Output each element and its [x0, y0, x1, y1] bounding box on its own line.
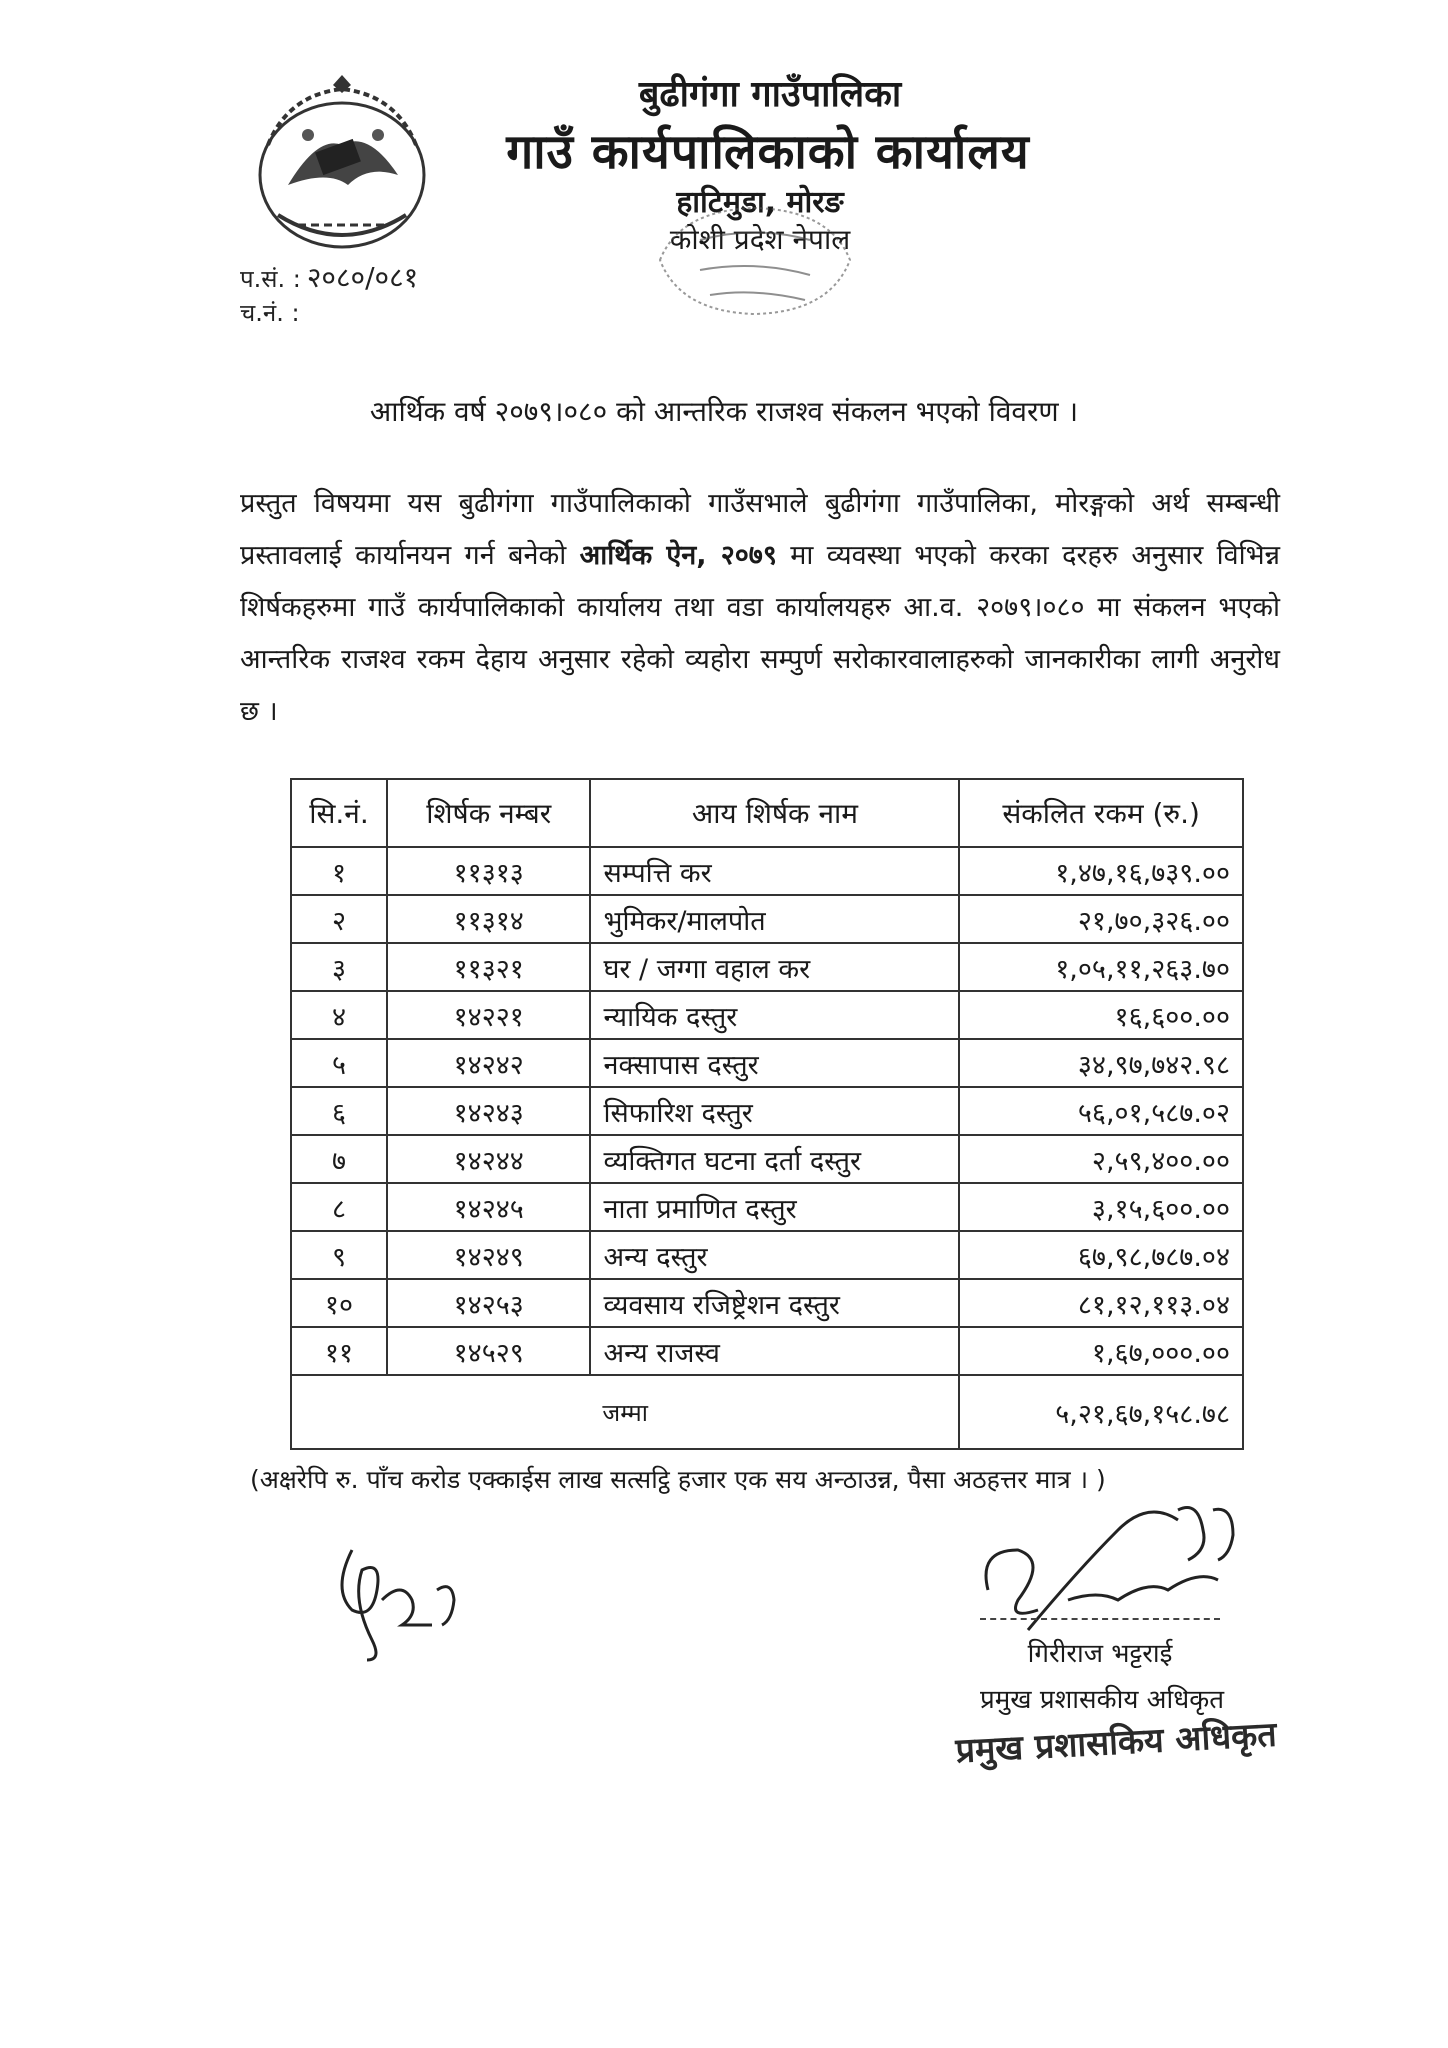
cell-name: नाता प्रमाणित दस्तुर	[590, 1183, 959, 1231]
cell-code: १४२२१	[387, 991, 591, 1039]
cell-code: १४२५३	[387, 1279, 591, 1327]
cell-sn: १०	[291, 1279, 387, 1327]
total-amount: ५,२१,६७,१५८.७८	[959, 1375, 1243, 1449]
cell-code: १४२४३	[387, 1087, 591, 1135]
cell-sn: ७	[291, 1135, 387, 1183]
cell-code: १४२४९	[387, 1231, 591, 1279]
cell-code: १४५२९	[387, 1327, 591, 1375]
cell-amount: ६७,९८,७८७.०४	[959, 1231, 1243, 1279]
cell-name: नक्सापास दस्तुर	[590, 1039, 959, 1087]
subject-line: आर्थिक वर्ष २०७९।०८० को आन्तरिक राजश्व संकलन भएको विवरण ।	[369, 395, 1079, 428]
office-stamp-icon	[640, 200, 870, 320]
cell-name: घर / जग्गा वहाल कर	[590, 943, 959, 991]
cell-name: भुमिकर/मालपोत	[590, 895, 959, 943]
cell-name: अन्य राजस्व	[590, 1327, 959, 1375]
table-row	[291, 1087, 1243, 1135]
cell-code: ११३२१	[387, 943, 591, 991]
body-text-part2: मा व्यवस्था भएको करका दरहरु अनुसार विभिन्न शिर्षकहरुमा गाउँ कार्यपालिकाको कार्यालय तथा वडा कार्यालयहरु आ.व. २०७९।०८० मा संकलन भएको आन्तरिक राजश्व रकम देहाय अनुसार रहेको व्यहोरा सम्पुर्ण सरोकारवालाहरुको जानकारीका लागी अनुरोध छ ।	[240, 540, 1280, 727]
reference-label: प.सं. :	[240, 265, 301, 293]
office-name: गाउँ कार्यपालिकाको कार्यालय	[506, 124, 1030, 180]
total-row	[291, 1375, 1243, 1449]
header-name: आय शिर्षक नाम	[590, 779, 959, 847]
header-sn: सि.नं.	[291, 779, 387, 847]
table-row	[291, 847, 1243, 895]
cell-amount: २,५९,४००.००	[959, 1135, 1243, 1183]
table-header-row	[291, 779, 1243, 847]
reference-value: २०८०/०८१	[306, 261, 419, 294]
table-row	[291, 991, 1243, 1039]
cell-amount: ३४,९७,७४२.९८	[959, 1039, 1243, 1087]
reference-number	[240, 258, 418, 296]
cell-code: ११३१३	[387, 847, 591, 895]
signature-line	[980, 1618, 1220, 1620]
signatory-name: गिरीराज भट्टराई	[1027, 1639, 1173, 1669]
body-text-part1: प्रस्तुत विषयमा यस बुढीगंगा गाउँपालिकाको गाउँसभाले बुढीगंगा गाउँपालिका, मोरङ्गको अर्थ सम्बन्धी प्रस्तावलाई कार्यानयन गर्न बनेको	[240, 488, 1280, 571]
cell-sn: ८	[291, 1183, 387, 1231]
signatory-title: प्रमुख प्रशासकीय अधिकृत	[979, 1685, 1225, 1715]
total-label: जम्मा	[291, 1375, 959, 1449]
cell-sn: ९	[291, 1231, 387, 1279]
cell-name: व्यवसाय रजिष्ट्रेशन दस्तुर	[590, 1279, 959, 1327]
cell-amount: १,४७,१६,७३९.००	[959, 847, 1243, 895]
table-row	[291, 943, 1243, 991]
table-row	[291, 1327, 1243, 1375]
cell-amount: २१,७०,३२६.००	[959, 895, 1243, 943]
cell-sn: १	[291, 847, 387, 895]
handwritten-signature-left-icon	[322, 1530, 472, 1670]
cell-code: १४२४२	[387, 1039, 591, 1087]
office-address: हाटिमुडा, मोरङ	[676, 185, 844, 220]
cell-name: न्यायिक दस्तुर	[590, 991, 959, 1039]
cell-sn: ४	[291, 991, 387, 1039]
body-text-act: आर्थिक ऐन, २०७९	[579, 540, 777, 571]
revenue-table	[290, 778, 1244, 1450]
org-name: बुढीगंगा गाउँपालिका	[638, 74, 902, 115]
dispatch-label: च.नं. :	[240, 299, 300, 327]
table-row	[291, 1279, 1243, 1327]
table-row	[291, 1135, 1243, 1183]
cell-name: सिफारिश दस्तुर	[590, 1087, 959, 1135]
table-row	[291, 1183, 1243, 1231]
dispatch-number	[240, 296, 300, 329]
cell-sn: ३	[291, 943, 387, 991]
body-paragraph	[240, 478, 1280, 738]
header-amount: संकलित रकम (रु.)	[959, 779, 1243, 847]
cell-amount: १,०५,११,२६३.७०	[959, 943, 1243, 991]
designation-stamp: प्रमुख प्रशासकिय अधिकृत	[954, 1714, 1278, 1772]
cell-code: १४२४४	[387, 1135, 591, 1183]
cell-name: व्यक्तिगत घटना दर्ता दस्तुर	[590, 1135, 959, 1183]
cell-amount: १,६७,०००.००	[959, 1327, 1243, 1375]
cell-amount: ३,१५,६००.००	[959, 1183, 1243, 1231]
table-row	[291, 1231, 1243, 1279]
table-row	[291, 1039, 1243, 1087]
cell-amount: १६,६००.००	[959, 991, 1243, 1039]
office-province: कोशी प्रदेश नेपाल	[669, 223, 851, 256]
cell-name: अन्य दस्तुर	[590, 1231, 959, 1279]
cell-sn: ११	[291, 1327, 387, 1375]
cell-sn: ५	[291, 1039, 387, 1087]
cell-amount: ८१,१२,११३.०४	[959, 1279, 1243, 1327]
table-row	[291, 895, 1243, 943]
table-body	[291, 847, 1243, 1375]
amount-in-words: (अक्षरेपि रु. पाँच करोड एक्काईस लाख सत्सट्ठि हजार एक सय अन्ठाउन्न, पैसा अठहत्तर मात्र । )	[250, 1465, 1106, 1494]
cell-sn: ६	[291, 1087, 387, 1135]
cell-amount: ५६,०१,५८७.०२	[959, 1087, 1243, 1135]
cell-code: १४२४५	[387, 1183, 591, 1231]
cell-name: सम्पत्ति कर	[590, 847, 959, 895]
header-code: शिर्षक नम्बर	[387, 779, 591, 847]
cell-sn: २	[291, 895, 387, 943]
cell-code: ११३१४	[387, 895, 591, 943]
